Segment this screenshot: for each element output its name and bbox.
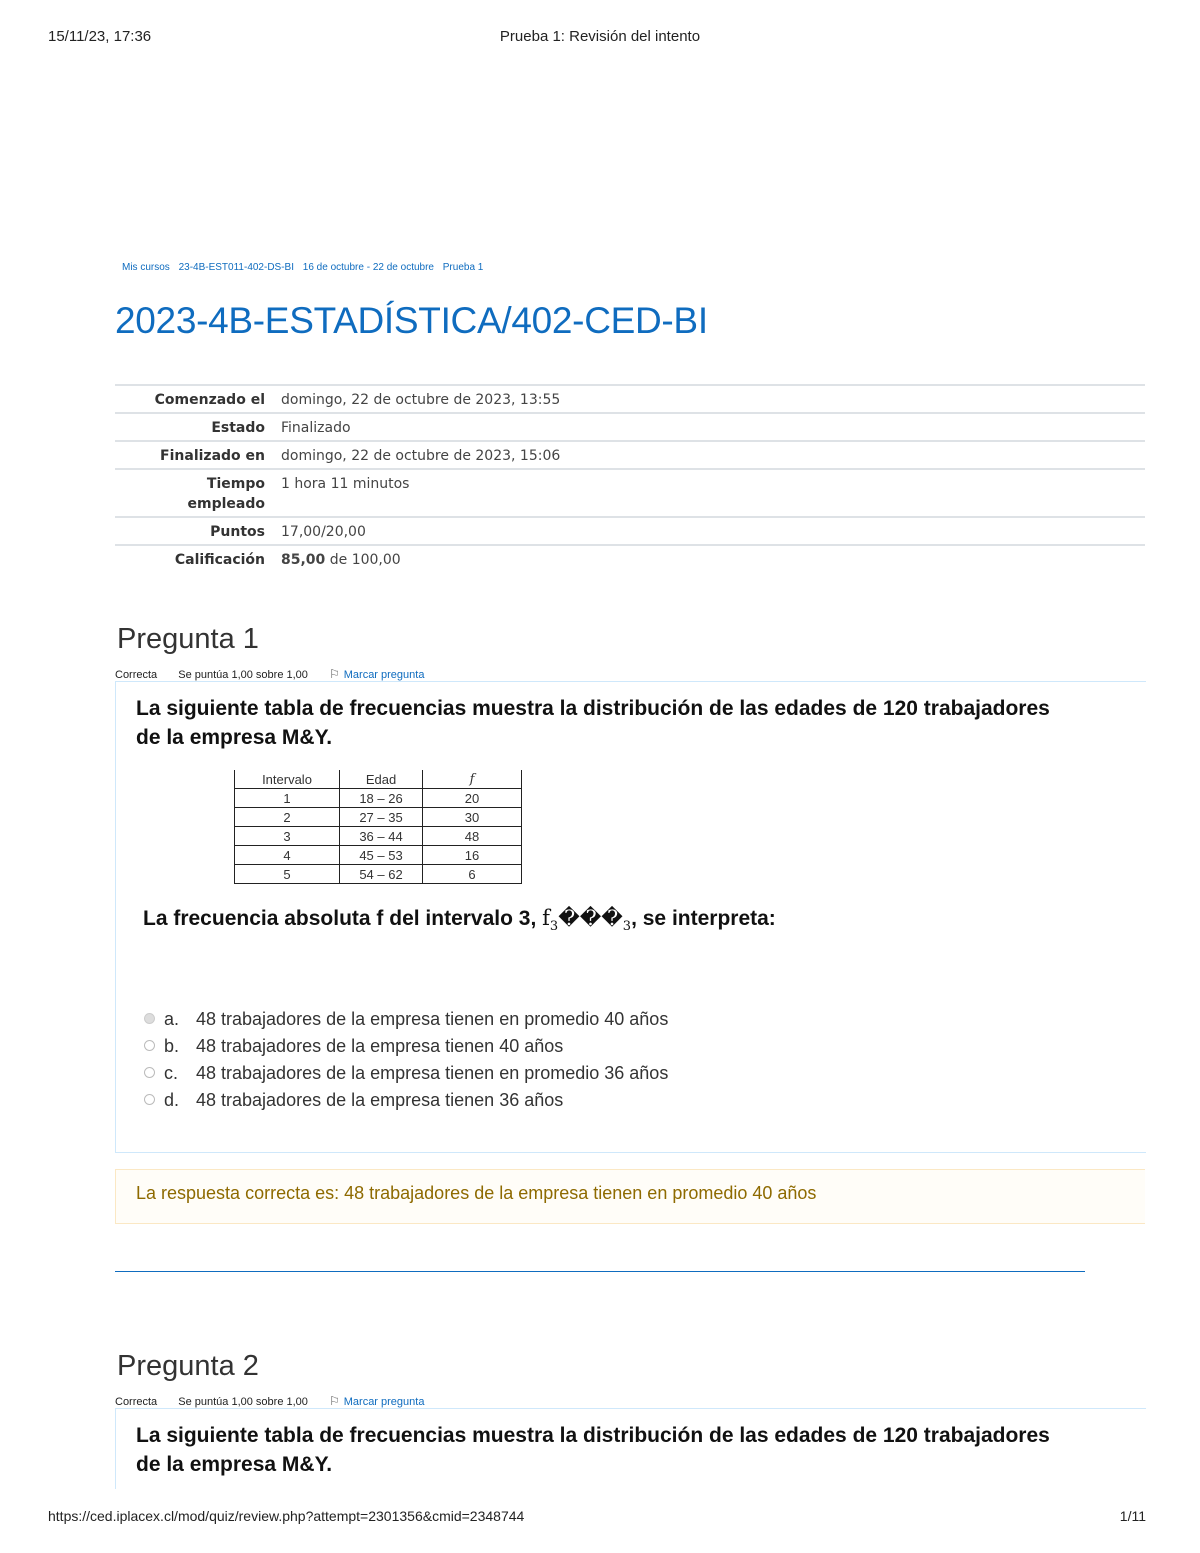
table-cell: 5 [235,865,340,884]
breadcrumb-course-code[interactable]: 23-4B-EST011-402-DS-BI [178,262,294,273]
correct-answer-feedback: La respuesta correcta es: 48 trabajadores de la empresa tienen en promedio 40 años [115,1169,1145,1224]
question-score: Se puntúa 1,00 sobre 1,00 [178,1396,308,1408]
summary-value: domingo, 22 de octubre de 2023, 13:55 [281,392,561,408]
answer-text: 48 trabajadores de la empresa tienen 40 años [196,1036,564,1056]
summary-row-time-taken [115,469,1145,517]
summary-row-grade [115,545,1145,572]
table-cell: 45 – 53 [340,846,423,865]
prompt-math-f: f [542,906,550,930]
answer-options [144,1006,668,1114]
prompt-math-sub: 3 [622,919,632,935]
question-text-line-2: de la empresa M&Y. [136,1453,333,1476]
table-cell: 18 – 26 [340,789,423,808]
question-divider [115,1271,1085,1272]
print-header [48,28,1152,48]
answer-option-a[interactable] [144,1006,668,1033]
breadcrumb [122,262,489,273]
summary-label: Finalizado en [160,448,265,464]
question-text-line-2: de la empresa M&Y. [136,726,333,749]
flag-question-button[interactable] [329,1396,442,1408]
question-2-content [115,1408,1146,1489]
page-title: 2023-4B-ESTADÍSTICA/402-CED-BI [115,300,708,341]
question-status: Correcta [115,1396,158,1408]
question-prompt [143,906,776,934]
question-2-info [115,1394,460,1408]
summary-value: Finalizado [281,420,351,436]
summary-label: Tiempo empleado [187,476,265,512]
breadcrumb-week[interactable]: 16 de octubre - 22 de octubre [302,262,434,273]
breadcrumb-quiz[interactable]: Prueba 1 [442,262,484,273]
table-cell: 6 [423,865,522,884]
answer-option-b[interactable] [144,1033,668,1060]
print-url: https://ced.iplacex.cl/mod/quiz/review.php?attempt=2301356&cmid=2348744 [48,1508,525,1524]
table-cell: 1 [235,789,340,808]
question-2-heading: Pregunta 2 [117,1350,259,1382]
flag-question-label: Marcar pregunta [343,1396,425,1408]
summary-row-marks [115,517,1145,545]
answer-letter: a. [164,1009,180,1029]
prompt-math-sub: 3 [549,919,559,935]
summary-row-state [115,413,1145,441]
table-cell: 36 – 44 [340,827,423,846]
summary-label: Estado [211,420,265,436]
question-1-heading: Pregunta 1 [117,623,259,655]
answer-text: 48 trabajadores de la empresa tienen 36 años [196,1090,564,1110]
table-cell: 48 [423,827,522,846]
print-page-number: 1/11 [1119,1508,1146,1524]
question-status: Correcta [115,669,158,681]
question-1-info [115,667,460,681]
print-datetime: 15/11/23, 17:36 [48,28,152,45]
prompt-garbled-glyphs: ��� [558,906,623,930]
table-header: Intervalo [235,770,340,789]
radio-icon[interactable] [144,1094,155,1105]
grade-value: 85,00 [281,552,326,568]
prompt-text: La frecuencia absoluta f del intervalo 3, [143,907,543,930]
grade-max: de 100,00 [325,552,401,568]
flag-question-label: Marcar pregunta [343,669,425,681]
summary-label: Puntos [210,524,265,540]
attempt-summary-table [115,384,1145,572]
table-row [235,789,522,808]
radio-icon[interactable] [144,1040,155,1051]
question-text-line-1: La siguiente tabla de frecuencias muestra la distribución de las edades de 120 trabajadores [136,697,1050,720]
answer-text: 48 trabajadores de la empresa tienen en promedio 40 años [196,1009,669,1029]
table-cell: 3 [235,827,340,846]
table-header-row [235,770,522,789]
summary-value: 1 hora 11 minutos [281,476,410,492]
frequency-table [234,770,522,884]
summary-value [273,545,1145,572]
answer-text: 48 trabajadores de la empresa tienen en promedio 36 años [196,1063,669,1083]
answer-option-c[interactable] [144,1060,668,1087]
question-1-content [115,681,1146,1153]
question-score: Se puntúa 1,00 sobre 1,00 [178,669,308,681]
prompt-text-end: , se interpreta: [631,907,776,930]
summary-row-finished [115,441,1145,469]
table-cell: 30 [423,808,522,827]
table-cell: 16 [423,846,522,865]
table-cell: 2 [235,808,340,827]
table-row [235,827,522,846]
print-title: Prueba 1: Revisión del intento [499,28,701,45]
table-cell: 20 [423,789,522,808]
radio-selected-icon[interactable] [144,1013,155,1024]
question-text-line-1: La siguiente tabla de frecuencias muestra la distribución de las edades de 120 trabajadores [136,1424,1050,1447]
summary-value: domingo, 22 de octubre de 2023, 15:06 [281,448,561,464]
table-header: Edad [340,770,423,789]
flag-question-button[interactable] [329,669,442,681]
summary-value: 17,00/20,00 [281,524,366,540]
table-row [235,865,522,884]
summary-label: Comenzado el [154,392,265,408]
breadcrumb-my-courses[interactable]: Mis cursos [122,262,170,273]
table-cell: 27 – 35 [340,808,423,827]
summary-label: Calificación [174,552,265,568]
answer-option-d[interactable] [144,1087,668,1114]
answer-letter: b. [164,1036,180,1056]
flag-icon: ⚐ [328,1394,340,1408]
flag-icon: ⚐ [328,667,340,681]
table-row [235,846,522,865]
answer-letter: d. [164,1090,180,1110]
radio-icon[interactable] [144,1067,155,1078]
answer-letter: c. [164,1063,179,1083]
print-footer [48,1508,1146,1528]
table-row [235,808,522,827]
summary-row-started [115,385,1145,413]
table-header: f [423,770,522,789]
table-cell: 4 [235,846,340,865]
table-cell: 54 – 62 [340,865,423,884]
